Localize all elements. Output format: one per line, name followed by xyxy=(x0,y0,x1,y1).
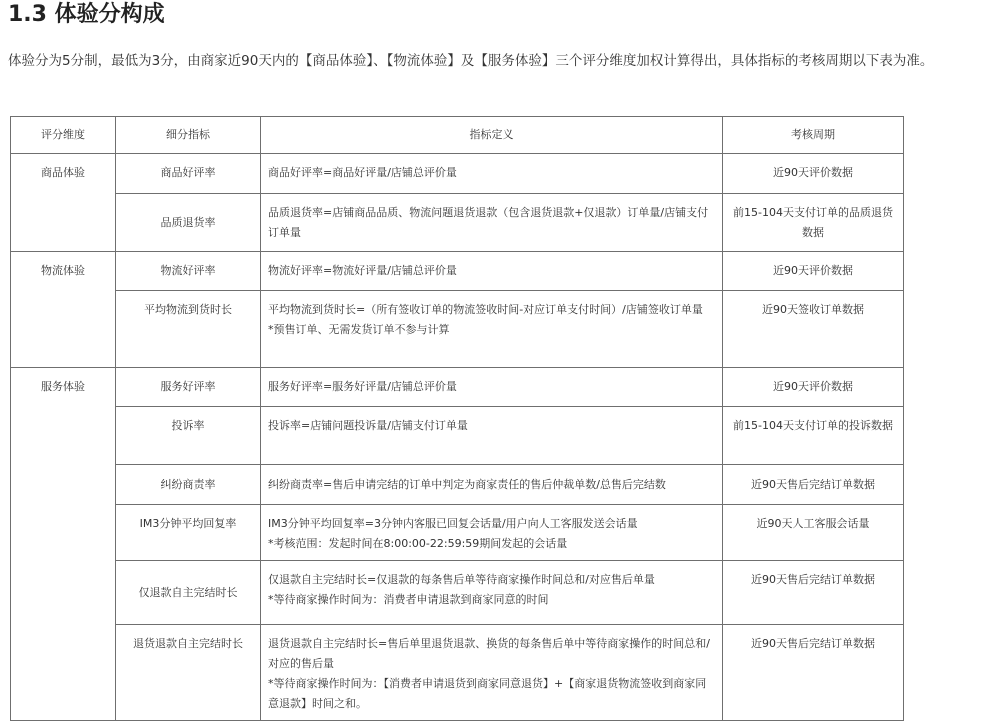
period-cell xyxy=(723,194,904,252)
table-row xyxy=(11,407,904,465)
dimension-cell xyxy=(11,252,116,368)
intro-paragraph: 体验分为5分制，最低为3分，由商家近90天内的【商品体验】、【物流体验】及【服务体验】三个评分维度加权计算得出，具体指标的考核周期以下表为准。 xyxy=(8,53,934,69)
period-text: 近90天售后完结订单数据 xyxy=(751,573,875,586)
header-metric: 细分指标 xyxy=(116,117,261,154)
definition-cell xyxy=(261,252,723,291)
period-cell xyxy=(723,252,904,291)
definition-text: 品质退货率=店铺商品品质、物流问题退货退款（包含退货退款+仅退款）订单量/店铺支付订单量 xyxy=(268,206,709,239)
table-row xyxy=(11,252,904,291)
metric-label: 纠纷商责率 xyxy=(160,477,216,491)
section-title: 1.3 体验分构成 xyxy=(8,2,165,27)
dimension-label: 商品体验 xyxy=(41,166,85,179)
definition-cell xyxy=(261,465,723,505)
definition-text: 物流好评率=物流好评量/店铺总评价量 xyxy=(268,264,457,277)
table-row xyxy=(11,154,904,194)
period-text: 近90天评价数据 xyxy=(773,264,853,277)
dimension-cell xyxy=(11,154,116,252)
metric-label: 服务好评率 xyxy=(160,380,216,393)
dimension-label: 物流体验 xyxy=(41,264,85,277)
metric-cell xyxy=(116,291,261,368)
table-row xyxy=(11,194,904,252)
period-cell xyxy=(723,505,904,561)
metric-cell xyxy=(116,561,261,625)
period-text: 近90天售后完结订单数据 xyxy=(751,637,875,650)
metric-cell xyxy=(116,194,261,252)
definition-cell xyxy=(261,505,723,561)
period-cell xyxy=(723,465,904,505)
period-cell xyxy=(723,407,904,465)
table-row xyxy=(11,561,904,625)
definition-note: *等待商家操作时间为：【消费者申请退货到商家同意退货】+【商家退货物流签收到商家同意退款】时间之和。 xyxy=(268,677,707,710)
period-text: 近90天评价数据 xyxy=(773,166,853,179)
definition-text: 商品好评率=商品好评量/店铺总评价量 xyxy=(268,166,457,179)
metric-cell xyxy=(116,625,261,721)
metric-cell xyxy=(116,465,261,505)
definition-text: 投诉率=店铺问题投诉量/店铺支付订单量 xyxy=(268,419,468,432)
header-period: 考核周期 xyxy=(723,117,904,154)
definition-text: 服务好评率=服务好评量/店铺总评价量 xyxy=(268,380,457,393)
period-cell xyxy=(723,291,904,368)
definition-cell xyxy=(261,291,723,368)
period-text: 前15-104天支付订单的品质退货数据 xyxy=(733,206,893,239)
period-text: 前15-104天支付订单的投诉数据 xyxy=(733,419,893,432)
definition-note: *等待商家操作时间为：消费者申请退款到商家同意的时间 xyxy=(268,593,549,606)
metric-cell xyxy=(116,368,261,407)
metric-label: 品质退货率 xyxy=(160,215,216,229)
dimension-label: 服务体验 xyxy=(41,380,85,393)
definition-cell xyxy=(261,368,723,407)
metric-label: IM3分钟平均回复率 xyxy=(139,517,237,530)
period-text: 近90天售后完结订单数据 xyxy=(751,477,875,491)
period-text: 近90天评价数据 xyxy=(773,380,853,393)
period-cell xyxy=(723,625,904,721)
period-cell xyxy=(723,154,904,194)
metric-label: 平均物流到货时长 xyxy=(144,303,232,316)
table-row xyxy=(11,625,904,721)
definition-cell xyxy=(261,625,723,721)
metric-label: 投诉率 xyxy=(171,419,205,432)
definition-note: *预售订单、无需发货订单不参与计算 xyxy=(268,323,450,336)
table-row xyxy=(11,465,904,505)
definition-text: 退货退款自主完结时长=售后单里退货退款、换货的每条售后单中等待商家操作的时间总和/对应的售后量 xyxy=(268,637,710,670)
table-header-row xyxy=(11,117,904,154)
period-cell xyxy=(723,368,904,407)
period-text: 近90天签收订单数据 xyxy=(762,303,864,316)
metric-label: 退货退款自主完结时长 xyxy=(133,637,243,650)
definition-text: 纠纷商责率=售后申请完结的订单中判定为商家责任的售后仲裁单数/总售后完结数 xyxy=(268,477,666,491)
definition-text: 平均物流到货时长=（所有签收订单的物流签收时间-对应订单支付时间）/店铺签收订单量 xyxy=(268,303,703,316)
metric-cell xyxy=(116,407,261,465)
header-definition: 指标定义 xyxy=(261,117,723,154)
table-row xyxy=(11,368,904,407)
definition-cell xyxy=(261,407,723,465)
metric-cell xyxy=(116,505,261,561)
metric-label: 物流好评率 xyxy=(160,264,216,277)
definition-note: *考核范围：发起时间在8:00:00-22:59:59期间发起的会话量 xyxy=(268,537,568,550)
dimension-cell xyxy=(11,368,116,721)
metric-cell xyxy=(116,154,261,194)
metric-label: 仅退款自主完结时长 xyxy=(138,585,238,599)
metric-cell xyxy=(116,252,261,291)
definition-text: 仅退款自主完结时长=仅退款的每条售后单等待商家操作时间总和/对应售后单量 xyxy=(268,573,655,586)
header-dimension: 评分维度 xyxy=(11,117,116,154)
score-composition-table xyxy=(10,116,904,721)
period-text: 近90天人工客服会话量 xyxy=(756,517,870,530)
period-cell xyxy=(723,561,904,625)
table-row xyxy=(11,291,904,368)
metric-label: 商品好评率 xyxy=(160,166,216,179)
definition-text: IM3分钟平均回复率=3分钟内客服已回复会话量/用户向人工客服发送会话量 xyxy=(268,517,638,530)
table-row xyxy=(11,505,904,561)
definition-cell xyxy=(261,561,723,625)
definition-cell xyxy=(261,154,723,194)
definition-cell xyxy=(261,194,723,252)
